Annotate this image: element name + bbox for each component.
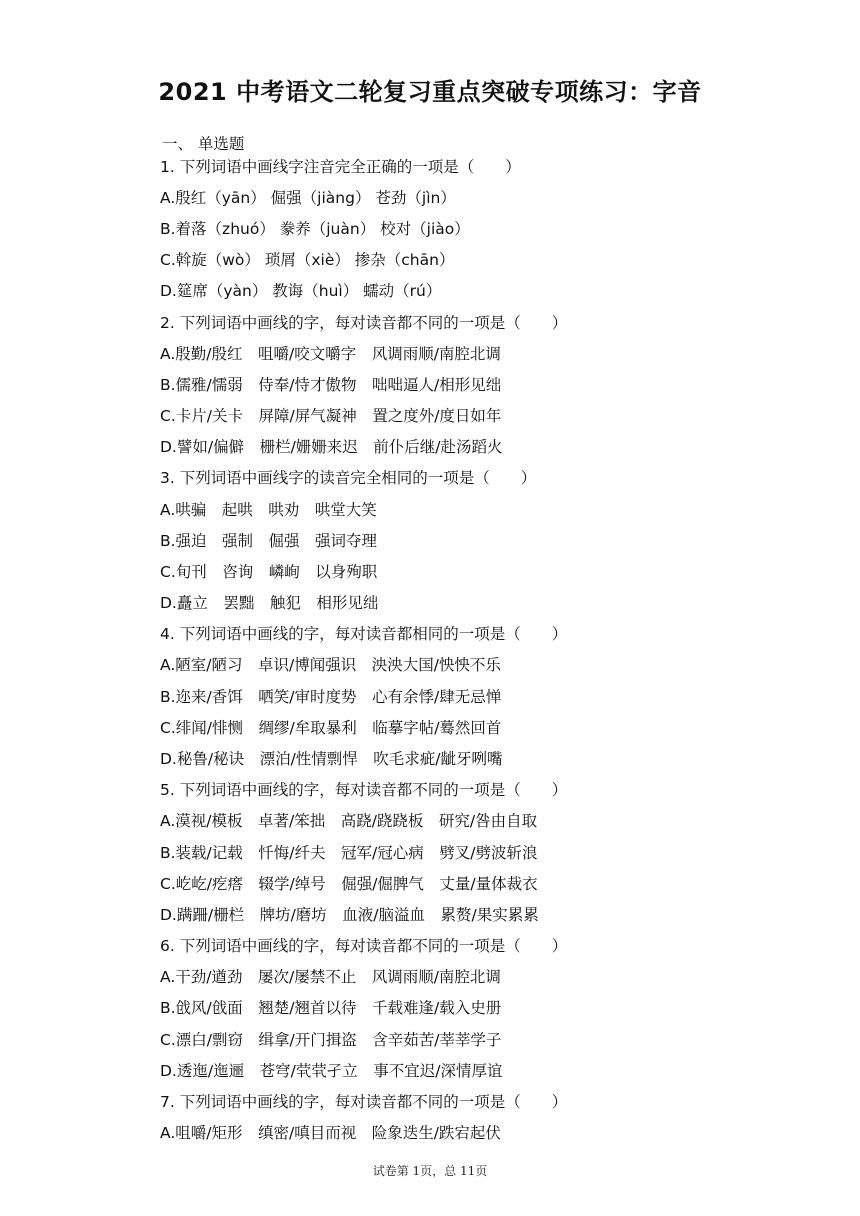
q4-option-a: A.陋室/陋习 卓识/博闻强识 泱泱大国/怏怏不乐: [160, 656, 501, 674]
question-4: 4. 下列词语中画线的字，每对读音都相同的一项是（ ）: [160, 625, 568, 643]
q5-option-c: C.屹屹/疙瘩 辍学/绰号 倔强/倔脾气 丈量/量体裁衣: [160, 875, 538, 893]
q2-option-a: A.殷勤/殷红 咀嚼/咬文嚼字 风调雨顺/南腔北调: [160, 345, 501, 363]
q5-option-d: D.蹒跚/栅栏 牌坊/磨坊 血液/脑溢血 累赘/果实累累: [160, 906, 539, 924]
q6-option-b: B.戗风/戗面 翘楚/翘首以待 千载难逢/载入史册: [160, 999, 502, 1017]
q1-option-b: B.着落（zhuó） 豢养（juàn） 校对（jiào）: [160, 220, 470, 238]
q7-option-a: A.咀嚼/矩形 缜密/嗔目而视 险象迭生/跌宕起伏: [160, 1124, 501, 1142]
q2-option-c: C.卡片/关卡 屏障/屏气凝神 置之度外/度日如年: [160, 407, 502, 425]
q6-option-d: D.透迤/迤逦 苍穹/茕茕孑立 事不宜迟/深情厚谊: [160, 1062, 503, 1080]
page-title: 2021 中考语文二轮复习重点突破专项练习：字音: [158, 78, 702, 106]
question-1: 1. 下列词语中画线字注音完全正确的一项是（ ）: [160, 158, 521, 176]
page-footer: 试卷第 1页，总 11页: [372, 1164, 488, 1178]
q3-option-d: D.矗立 罢黜 触犯 相形见绌: [160, 594, 379, 612]
question-6: 6. 下列词语中画线的字，每对读音都不同的一项是（ ）: [160, 937, 568, 955]
q1-option-a: A.殷红（yān） 倔强（jiàng） 苍劲（jìn）: [160, 189, 456, 207]
question-2: 2. 下列词语中画线的字，每对读音都不同的一项是（ ）: [160, 314, 568, 332]
question-3: 3. 下列词语中画线字的读音完全相同的一项是（ ）: [160, 469, 537, 487]
question-7: 7. 下列词语中画线的字，每对读音都不同的一项是（ ）: [160, 1093, 568, 1111]
q3-option-b: B.强迫 强制 倔强 强词夺理: [160, 532, 378, 550]
q3-option-a: A.哄骗 起哄 哄劝 哄堂大笑: [160, 501, 377, 519]
q4-option-d: D.秘鲁/秘诀 漂泊/性情剽悍 吹毛求疵/龇牙咧嘴: [160, 750, 503, 768]
q2-option-b: B.儒雅/懦弱 侍奉/恃才傲物 咄咄逼人/相形见绌: [160, 376, 502, 394]
q3-option-c: C.旬刊 咨询 嶙峋 以身殉职: [160, 563, 378, 581]
q6-option-a: A.干劲/遒劲 屡次/屡禁不止 风调雨顺/南腔北调: [160, 968, 501, 986]
q1-option-c: C.斡旋（wò） 琐屑（xiè） 掺杂（chān）: [160, 251, 455, 269]
q1-option-d: D.筵席（yàn） 教诲（huì） 蠕动（rú）: [160, 282, 442, 300]
q4-option-b: B.迩来/香饵 哂笑/审时度势 心有余悸/肆无忌惮: [160, 688, 502, 706]
q6-option-c: C.漂白/剽窃 缉拿/开门揖盗 含辛茹苦/莘莘学子: [160, 1031, 502, 1049]
q5-option-b: B.装载/记载 忏悔/纤夫 冠军/冠心病 劈叉/劈波斩浪: [160, 844, 538, 862]
q5-option-a: A.漠视/模板 卓著/笨拙 高跷/跷跷板 研究/咎由自取: [160, 812, 538, 830]
question-5: 5. 下列词语中画线的字，每对读音都不同的一项是（ ）: [160, 781, 568, 799]
q2-option-d: D.譬如/偏僻 栅栏/姗姗来迟 前仆后继/赴汤蹈火: [160, 438, 503, 456]
section-heading: 一、 单选题: [162, 135, 245, 153]
q4-option-c: C.绯闻/悱恻 绸缪/牟取暴利 临摹字帖/蓦然回首: [160, 719, 502, 737]
